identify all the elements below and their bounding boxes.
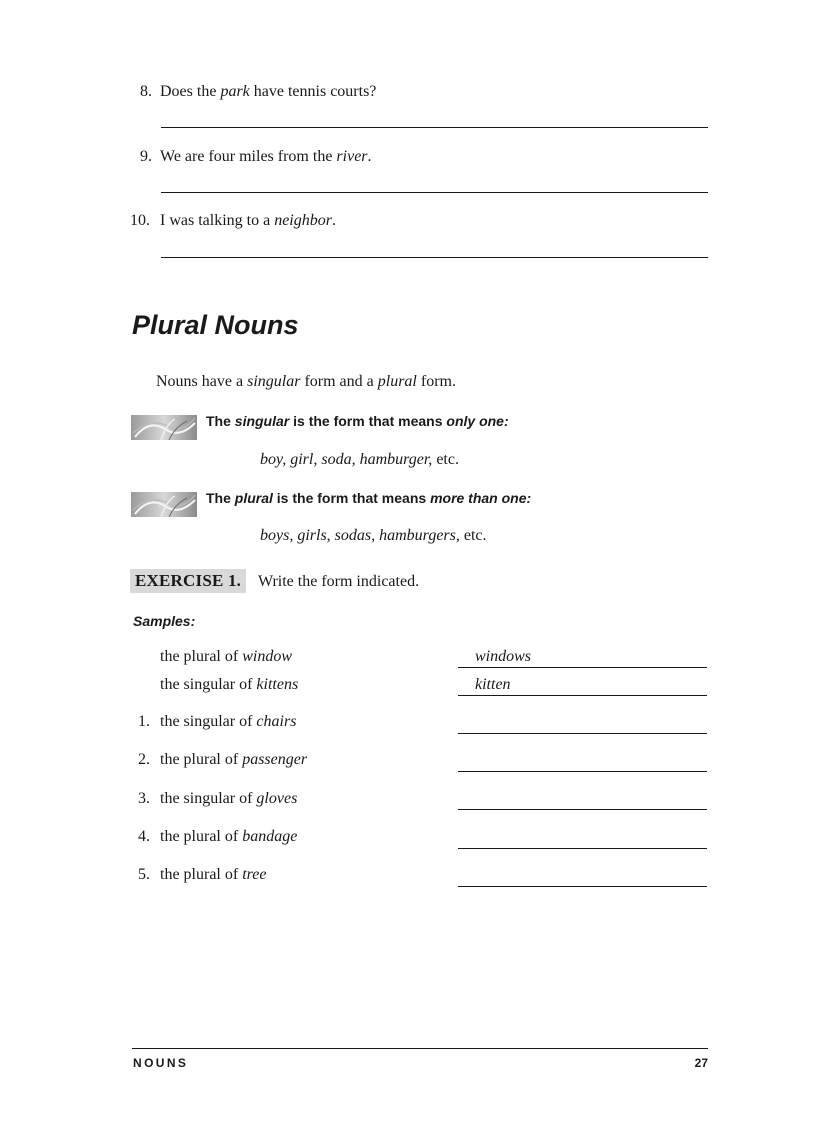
question-text: Does the park have tennis courts? [160, 83, 377, 100]
sample-answer: windows [475, 648, 532, 665]
book-pages-icon [131, 492, 197, 517]
question-number: 8. [140, 83, 152, 100]
answer-line[interactable] [458, 809, 707, 810]
question-number: 10. [130, 212, 150, 229]
sample-answer: kitten [475, 676, 511, 693]
item-prompt: the plural of tree [160, 866, 267, 883]
item-number: 1. [138, 713, 150, 730]
answer-line[interactable] [161, 127, 708, 128]
answer-line[interactable] [161, 257, 708, 258]
page-number: 27 [694, 1056, 708, 1070]
question-text: I was talking to a neighbor. [160, 212, 336, 229]
item-prompt: the singular of gloves [160, 790, 298, 807]
question-number: 9. [140, 148, 152, 165]
answer-line[interactable] [161, 192, 708, 193]
sample-prompt: the singular of kittens [160, 676, 299, 693]
book-pages-icon [131, 415, 197, 440]
item-number: 2. [138, 751, 150, 768]
exercise-instruction: Write the form indicated. [258, 573, 420, 590]
rule-plural: The plural is the form that means more than one: [206, 490, 532, 506]
section-title: Plural Nouns [132, 310, 299, 340]
item-prompt: the plural of passenger [160, 751, 308, 768]
item-prompt: the singular of chairs [160, 713, 297, 730]
rule-singular-examples: boy, girl, soda, hamburger, etc. [260, 451, 459, 468]
item-number: 4. [138, 828, 150, 845]
footer-section: NOUNS [133, 1056, 189, 1070]
answer-line[interactable] [458, 733, 707, 734]
intro-text: Nouns have a singular form and a plural form. [156, 373, 456, 390]
answer-line[interactable] [458, 886, 707, 887]
sample-prompt: the plural of window [160, 648, 292, 665]
rule-singular: The singular is the form that means only one: [206, 413, 509, 429]
answer-line[interactable] [458, 771, 707, 772]
samples-label: Samples: [133, 613, 196, 629]
item-prompt: the plural of bandage [160, 828, 298, 845]
answer-line [458, 695, 707, 696]
exercise-label: EXERCISE 1. [130, 569, 246, 593]
rule-plural-examples: boys, girls, sodas, hamburgers, etc. [260, 527, 487, 544]
answer-line[interactable] [458, 848, 707, 849]
question-text: We are four miles from the river. [160, 148, 372, 165]
answer-line [458, 667, 707, 668]
footer-divider [132, 1048, 708, 1049]
item-number: 5. [138, 866, 150, 883]
item-number: 3. [138, 790, 150, 807]
